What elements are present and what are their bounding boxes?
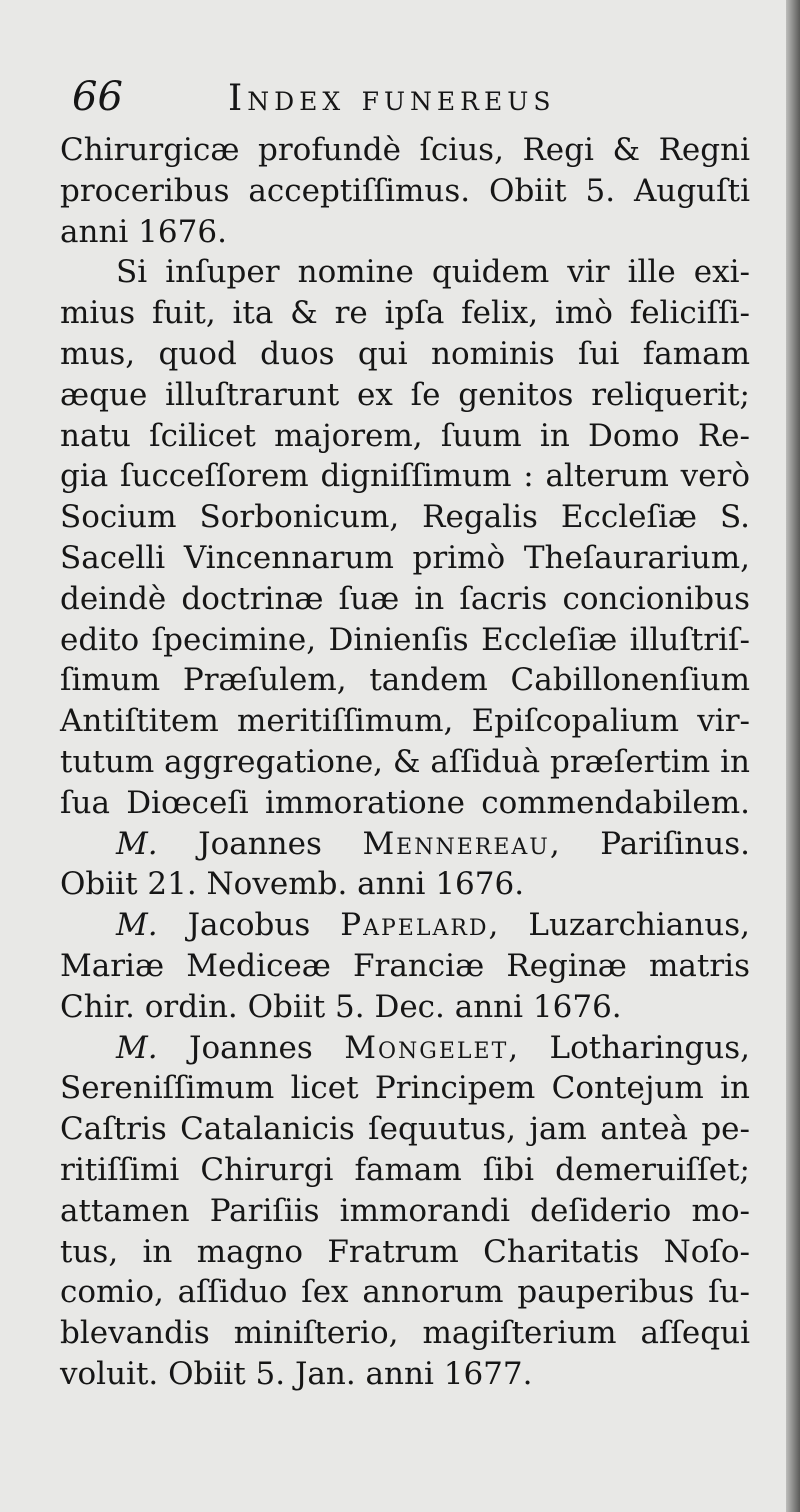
obituary-entry	[60, 824, 750, 906]
text-line: æque illuſtrarunt ex ſe genitos reliquerit;	[60, 376, 750, 413]
entry-first-line-rest: , Lotharingus,	[508, 1029, 750, 1066]
text-line: blevandis miniſterio, magiſterium aſſequi	[60, 1315, 750, 1352]
text-line: ritiſſimi Chirurgi famam ſibi demeruiſſet;	[60, 1151, 750, 1188]
running-head: Index funereus	[228, 78, 556, 119]
text-line: gia ſucceſſorem digniſſimum : alterum verò	[60, 458, 750, 495]
entry-first-line	[60, 824, 750, 865]
text-line: Sacelli Vincennarum primò Theſaurarium,	[60, 539, 750, 576]
text-line: mius fuit, ita & re ipſa felix, imò feliciſſi-	[60, 295, 750, 332]
text-line: Chir. ordin. Obiit 5. Dec. anni 1676.	[60, 988, 622, 1025]
entry-prefix: M.	[116, 825, 158, 862]
obituary-entry	[60, 1028, 750, 1395]
text-line: ſua Diœceſi immoratione commendabilem.	[60, 784, 750, 821]
entry-surname: Mennereau	[362, 825, 550, 862]
text-line: Antiſtitem meritiſſimum, Epiſcopalium vir-	[60, 703, 750, 740]
entry-first-line-rest: , Luzarchianus,	[488, 907, 750, 944]
entry-prefix: M.	[116, 907, 158, 944]
entry-surname: Mongelet	[344, 1029, 509, 1066]
entry-given-name: Jacobus	[187, 907, 311, 944]
entry-given-name: Joannes	[189, 1029, 313, 1066]
page-edge-shadow	[786, 0, 800, 1512]
text-line: Mariæ Mediceæ Franciæ Reginæ matris	[60, 947, 750, 984]
text-line: Socium Sorbonicum, Regalis Eccleſiæ S.	[60, 499, 750, 536]
text-line: Caſtris Catalanicis ſequutus, jam anteà pe-	[60, 1111, 750, 1148]
page-header	[60, 72, 750, 130]
text-line: proceribus acceptiſſimus. Obiit 5. Auguſti	[60, 172, 750, 209]
text-line: Obiit 21. Novemb. anni 1676.	[60, 866, 525, 903]
text-line: tus, in magno Fratrum Charitatis Noſo-	[60, 1233, 750, 1270]
entry-first-line-rest: , Pariſinus.	[549, 825, 750, 862]
text-line: mus, quod duos qui nominis ſui famam	[60, 335, 750, 372]
text-block	[60, 130, 750, 824]
entry-surname: Papelard	[340, 907, 489, 944]
entry-given-name: Joannes	[198, 825, 322, 862]
text-line: attamen Pariſiis immorandi deſiderio mo-	[60, 1192, 750, 1229]
entry-first-line	[60, 1028, 750, 1069]
entry-first-line	[60, 905, 750, 946]
page-content	[60, 72, 750, 1395]
text-line: Sereniſſimum licet Principem Contejum in	[60, 1070, 750, 1107]
text-line: edito ſpecimine, Dinienſis Eccleſiæ illuſtriſ-	[60, 621, 750, 658]
obituary-entry	[60, 905, 750, 1027]
text-line: deindè doctrinæ ſuæ in ſacris concionibus	[60, 580, 750, 617]
entry-prefix: M.	[116, 1029, 158, 1066]
text-line: voluit. Obiit 5. Jan. anni 1677.	[60, 1355, 533, 1392]
text-line: natu ſcilicet majorem, ſuum in Domo Re-	[60, 417, 750, 454]
text-line: Si inſuper nomine quidem vir ille exi-	[116, 254, 750, 291]
text-line: comio, aſſiduo ſex annorum pauperibus ſu-	[60, 1274, 750, 1311]
page-number: 66	[72, 74, 123, 120]
text-line: Chirurgicæ profundè ſcius, Regi & Regni	[60, 132, 750, 168]
text-line: ſimum Præſulem, tandem Cabillonenſium	[60, 662, 750, 699]
text-line: tutum aggregatione, & aſſiduà præſertim in	[60, 743, 750, 780]
text-line: anni 1676.	[60, 213, 227, 250]
